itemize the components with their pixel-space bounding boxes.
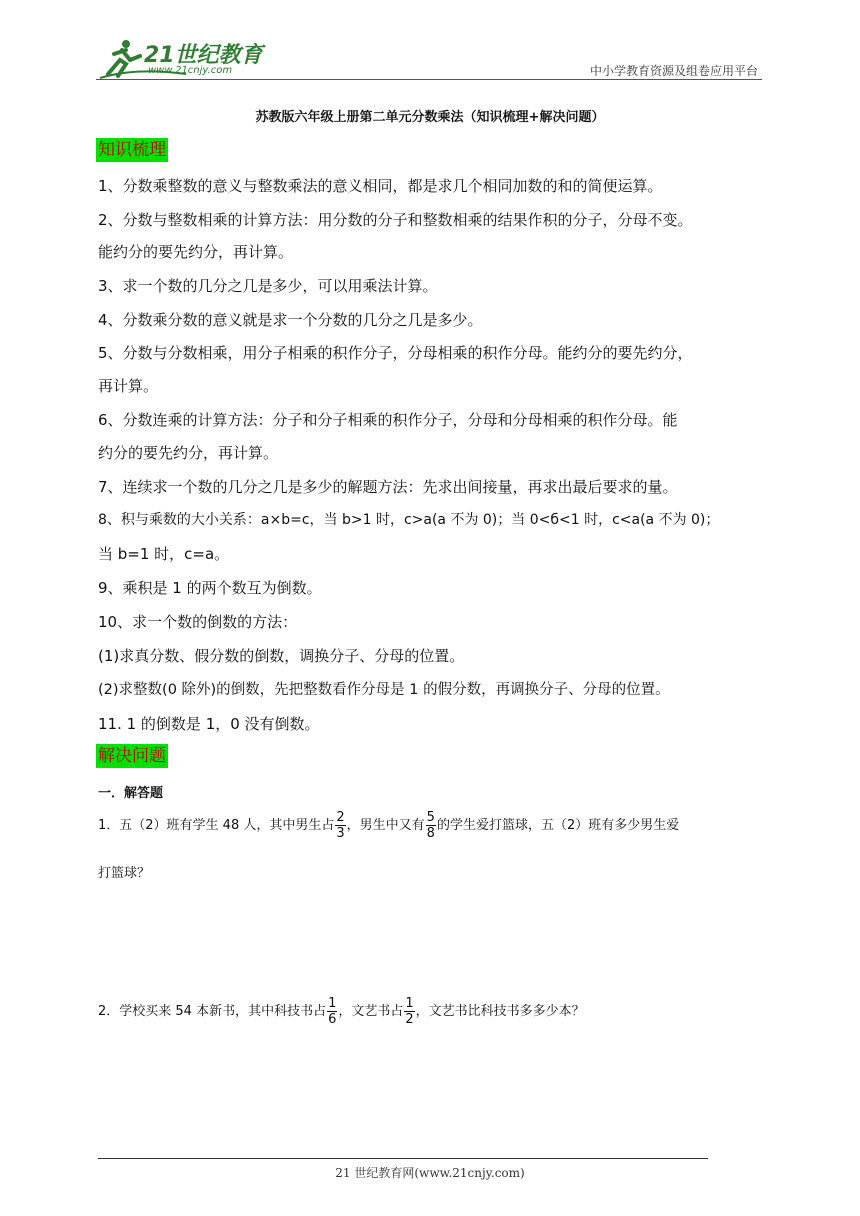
knowledge-point: 11. 1 的倒数是 1，0 没有倒数。 — [98, 715, 320, 733]
header-platform-text: 中小学教育资源及组卷应用平台 — [589, 64, 758, 78]
question-1 — [98, 810, 679, 841]
q2-frac1-numerator: 1 — [328, 996, 337, 1011]
knowledge-point: 约分的要先约分，再计算。 — [98, 444, 279, 462]
footer-divider — [98, 1158, 708, 1159]
knowledge-point: (2)求整数(0 除外)的倒数，先把整数看作分母是 1 的假分数，再调换分子、分母的位置。 — [98, 682, 670, 698]
q2-text-part1: 2．学校买来 54 本新书，其中科技书占 — [98, 1004, 327, 1019]
knowledge-point: 7、连续求一个数的几分之几是多少的解题方法：先求出间接量，再求出最后要求的量。 — [98, 478, 678, 496]
knowledge-point: 1、分数乘整数的意义与整数乘法的意义相同，都是求几个相同加数的和的简便运算。 — [98, 177, 663, 195]
q1-frac1-denominator: 3 — [336, 826, 345, 841]
sub-heading-answer-questions: 一．解答题 — [98, 786, 164, 801]
q2-frac2-denominator: 2 — [405, 1012, 414, 1027]
header-divider — [96, 79, 762, 80]
q1-text-part3: 的学生爱打篮球，五（2）班有多少男生爱 — [436, 818, 680, 833]
knowledge-point: 3、求一个数的几分之几是多少，可以用乘法计算。 — [98, 277, 438, 295]
q1-fraction-1 — [335, 810, 345, 841]
knowledge-point: 2、分数与整数相乘的计算方法：用分数的分子和整数相乘的结果作积的分子，分母不变。 — [98, 211, 693, 229]
knowledge-point: 9、乘积是 1 的两个数互为倒数。 — [98, 579, 322, 597]
section-label-knowledge: 知识梳理 — [98, 140, 166, 160]
section-label-problems: 解决问题 — [98, 746, 166, 766]
knowledge-point: 5、分数与分数相乘，用分子相乘的积作分子，分母相乘的积作分母。能约分的要先约分， — [98, 344, 693, 362]
knowledge-point: (1)求真分数、假分数的倒数，调换分子、分母的位置。 — [98, 647, 465, 665]
knowledge-point: 能约分的要先约分，再计算。 — [98, 243, 294, 261]
q2-fraction-1 — [327, 996, 337, 1027]
q2-text-part3: ，文艺书比科技书多多少本？ — [415, 1004, 585, 1019]
q2-frac1-denominator: 6 — [328, 1012, 337, 1027]
knowledge-point: 当 b=1 时，c=a。 — [98, 545, 230, 563]
q1-text-part2: ，男生中又有 — [346, 818, 425, 833]
q1-frac1-numerator: 2 — [336, 810, 345, 825]
q1-text-part1: 1．五（2）班有学生 48 人，其中男生占 — [98, 818, 335, 833]
logo-text: 21世纪教育 — [144, 43, 263, 68]
document-title: 苏教版六年级上册第二单元分数乘法（知识梳理+解决问题） — [255, 110, 605, 125]
site-logo — [96, 34, 266, 82]
q1-frac2-numerator: 5 — [426, 810, 435, 825]
q1-frac2-denominator: 8 — [426, 826, 435, 841]
knowledge-point: 8、积与乘数的大小关系：a×b=c，当 b>1 时，c>a(a 不为 0)；当 0<б<1 时，c<a(a 不为 0)； — [98, 512, 720, 528]
question-1-line2: 打篮球？ — [98, 866, 151, 881]
logo-url: www.21cnjy.com — [148, 65, 233, 76]
q2-frac2-numerator: 1 — [405, 996, 414, 1011]
q2-text-part2: ，文艺书占 — [338, 1004, 404, 1019]
question-2 — [98, 996, 585, 1027]
q1-fraction-2 — [426, 810, 436, 841]
knowledge-point: 再计算。 — [98, 377, 159, 395]
footer-text: 21 世纪教育网(www.21cnjy.com) — [335, 1166, 525, 1180]
knowledge-point: 10、求一个数的倒数的方法： — [98, 613, 298, 631]
knowledge-point: 6、分数连乘的计算方法：分子和分子相乘的积作分子，分母和分母相乘的积作分母。能 — [98, 411, 678, 429]
knowledge-point: 4、分数乘分数的意义就是求一个分数的几分之几是多少。 — [98, 311, 483, 329]
q2-fraction-2 — [404, 996, 414, 1027]
